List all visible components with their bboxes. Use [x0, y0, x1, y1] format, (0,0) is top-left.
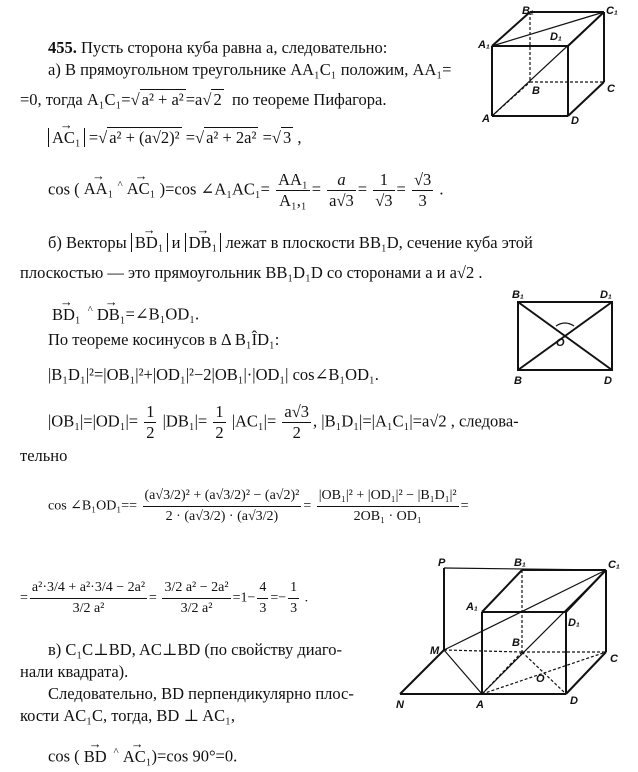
final-line: = $\frac{\text{a²·3/4 + a²·3/4 − 2a²}}{\text{3/2 a²}}$ = $\frac{\text{3/2 a² − 2a²}}{\text{3/2 a²}}$ =1− $\frac{4}{3}$ =− $\frac{1}{3}$ . [20, 578, 308, 619]
angle-line: → BD₁ ^ → DB₁=∠B₁OD₁. [52, 300, 199, 325]
part-b-line2: плоскостью — это прямоугольник BB₁D₁D со сторонами a и a√2 . [20, 263, 483, 282]
cube-figure-bottom [392, 556, 628, 732]
rect-lbl-b: B [514, 375, 522, 387]
cos-frac-2: $\frac{a}{a√3}$ [329, 170, 354, 210]
c-dc [566, 652, 606, 694]
rect-lbl-d: D [604, 375, 612, 387]
eq1: |B₁D₁|²=|OB₁|²+|OD₁|²−2|OB₁|·|OD₁| cos∠B₁OD₁. [48, 365, 379, 384]
cos-big-frac-1: $\frac{\text{(a√3/2)² + (a√3/2)² − (a√2)²}}{2 \cdot (a√3/2) \cdot (a√3/2)}$ [144, 488, 300, 524]
part-c-line2: нали квадрата). [20, 662, 129, 681]
edge-a1b1 [492, 12, 530, 46]
b-lbl-a: A [476, 699, 484, 711]
cosine-theorem: По теореме косинусов в Δ B₁ÎD₁: [48, 330, 280, 349]
final-frac-3: $\frac{4}{3}$ [259, 580, 267, 616]
part-c-line3: Следовательно, BD перпендикулярно плос- [48, 684, 354, 703]
cos-v2: → AC₁ [127, 179, 156, 199]
eq2-tail: тельно [20, 446, 68, 465]
cos-frac-4: $\frac{√3}{3}$ [413, 170, 432, 210]
final-mid: =1− [232, 590, 256, 606]
cube-figure-top [470, 4, 620, 126]
b-lbl-d: D [570, 695, 578, 707]
pa2-pre: =0, тогда A₁C₁= [20, 90, 131, 109]
part-c-cos: cos ( → BD ^ → AC₁)=cos 90°=0. [48, 742, 237, 767]
lbl-d: D [571, 115, 579, 126]
cos-frac-1: $\frac{\text{AA₁}}{\text{A₁,₁}}$ [278, 170, 308, 210]
pc-v2: → AC₁ [123, 747, 152, 767]
part-a-line1: а) В прямоугольном треугольнике AA₁C₁ положим, AA₁= [48, 60, 452, 79]
cos-prefix: cos ( [48, 179, 80, 199]
cos-line: cos ( → AA₁ ^ → AC₁ )=cos ∠A₁AC₁= $\frac{\text{AA₁}}{\text{A₁,₁}}$ = $\frac{a}{a√3}$ = $\frac{1}{√3}$ = $\frac{√3}{3}$ . [48, 170, 444, 211]
lbl-a1: A₁ [478, 39, 490, 51]
pb-a: б) Векторы [48, 233, 127, 252]
rectangle-figure [508, 286, 620, 388]
b-lbl-o: O [536, 673, 545, 685]
b-lbl-c1: C₁ [608, 559, 620, 571]
angle-v1: → BD₁ [52, 305, 81, 325]
b-lbl-m: M [430, 645, 440, 657]
eq2-half-2: $\frac{1}{2}$ [215, 402, 224, 442]
cos-mid: )=cos ∠A₁AC₁= [159, 179, 270, 199]
ac1-rad1: a² + (a√2)² [109, 128, 180, 147]
cos-big-lhs: cos ∠B₁OD₁== [48, 498, 138, 514]
pa2-rad: a² + a² [141, 90, 184, 109]
part-a-line2: =0, тогда A₁C₁=√ a² + a² =a√ 2 по теореме Пифагора. [20, 90, 387, 109]
angle-v2: → DB₁ [97, 305, 126, 325]
lbl-c: C [607, 83, 615, 95]
problem-number: 455. [48, 38, 77, 57]
angle-rest: =∠B₁OD₁. [125, 304, 200, 324]
part-c-line4: кости AC₁C, тогда, BD ⊥ AC₁, [20, 706, 235, 725]
eq2-d: , |B₁D₁|=|A₁C₁|=a√2 , следова- [313, 411, 519, 431]
ac1-rad2: a² + 2a² [206, 128, 257, 147]
final-frac-4: $\frac{1}{3}$ [290, 580, 298, 616]
pa2-rad2: 2 [213, 90, 222, 109]
rect-lbl-o: O [556, 337, 565, 349]
b-lbl-n: N [396, 699, 404, 711]
eq2-c: |AC₁|= [231, 411, 277, 431]
rect-lbl-b1: B₁ [512, 289, 524, 301]
lbl-b: B [532, 85, 540, 97]
part-b-line1 [48, 233, 533, 253]
edge-dc [568, 82, 604, 116]
b-lbl-a1: A₁ [466, 601, 478, 613]
pb-v2: → DB₁ [189, 233, 218, 253]
eq2-half-1: $\frac{1}{2}$ [146, 402, 155, 442]
angle-arc [556, 323, 574, 326]
cos-v1: → AA₁ [84, 179, 114, 199]
pb-b: лежат в плоскости BB₁D, сечение куба этой [225, 233, 533, 252]
eq2-a: |OB₁|=|OD₁|= [48, 411, 139, 431]
b-lbl-c: C [610, 653, 618, 665]
intro-text: Пусть сторона куба равна a, следовательно: [81, 38, 388, 57]
b-lbl-b1: B₁ [514, 557, 526, 569]
line-ma [444, 650, 482, 694]
ac1-vector: → AC₁ [52, 128, 81, 148]
cos-big-tail: = [460, 498, 469, 514]
pa2-post: по теореме Пифагора. [231, 90, 387, 109]
pa2-eq: =a [185, 90, 203, 109]
eq2-frac: $\frac{a√3}{2}$ [284, 402, 310, 442]
pb-v1: → BD₁ [135, 233, 164, 253]
final-frac-2: $\frac{\text{3/2 a² − 2a²}}{\text{3/2 a²}}$ [164, 580, 229, 616]
cos-big-frac-2: $\frac{\text{|OB₁|² + |OD₁|² − |B₁D₁|²}}{\text{2OB₁ · OD₁}}$ [318, 488, 457, 524]
pb-and: и [171, 233, 181, 252]
intro-line [48, 38, 387, 58]
eq2 [48, 402, 519, 443]
ac1-rad3: 3 [282, 128, 292, 147]
final-frac-1: $\frac{\text{a²·3/4 + a²·3/4 − 2a²}}{\text{3/2 a²}}$ [31, 580, 146, 616]
lbl-b1: B₁ [522, 5, 534, 17]
pc-v1: → BD [84, 747, 107, 767]
pc-cos-b: )=cos 90°=0. [151, 746, 238, 766]
cos-frac-3: $\frac{1}{√3}$ [375, 170, 393, 210]
b-lbl-b: B [512, 637, 520, 649]
cos-big: cos ∠B₁OD₁== $\frac{\text{(a√3/2)² + (a√3/2)² − (a√2)²}}{2 \cdot (a√3/2) \cdot (a√3/2)}$ = $\frac{\text{|OB₁|² + |OD₁|² − |B₁D₁|²}}{\text{2OB₁ · OD₁}}$ = [48, 486, 469, 527]
ac1-line: → AC₁ =√ a² + (a√2)² =√ a² + 2a² =√ 3 , [48, 128, 301, 148]
pc-cos-a: cos ( [48, 746, 80, 766]
rect-lbl-d1: D₁ [600, 289, 612, 301]
c-a1b1 [482, 570, 522, 612]
b-lbl-p: P [438, 557, 446, 569]
lbl-d1: D₁ [550, 31, 562, 43]
part-c-line1: в) C₁C⊥BD, AC⊥BD (по свойству диаго- [48, 640, 343, 659]
lbl-a: A [482, 113, 490, 125]
lbl-c1: C₁ [606, 5, 618, 17]
eq2-b: |DB₁|= [162, 411, 208, 431]
diag-ac1 [492, 12, 604, 116]
b-lbl-d1: D₁ [568, 617, 580, 629]
final-eq: =− [270, 590, 287, 606]
